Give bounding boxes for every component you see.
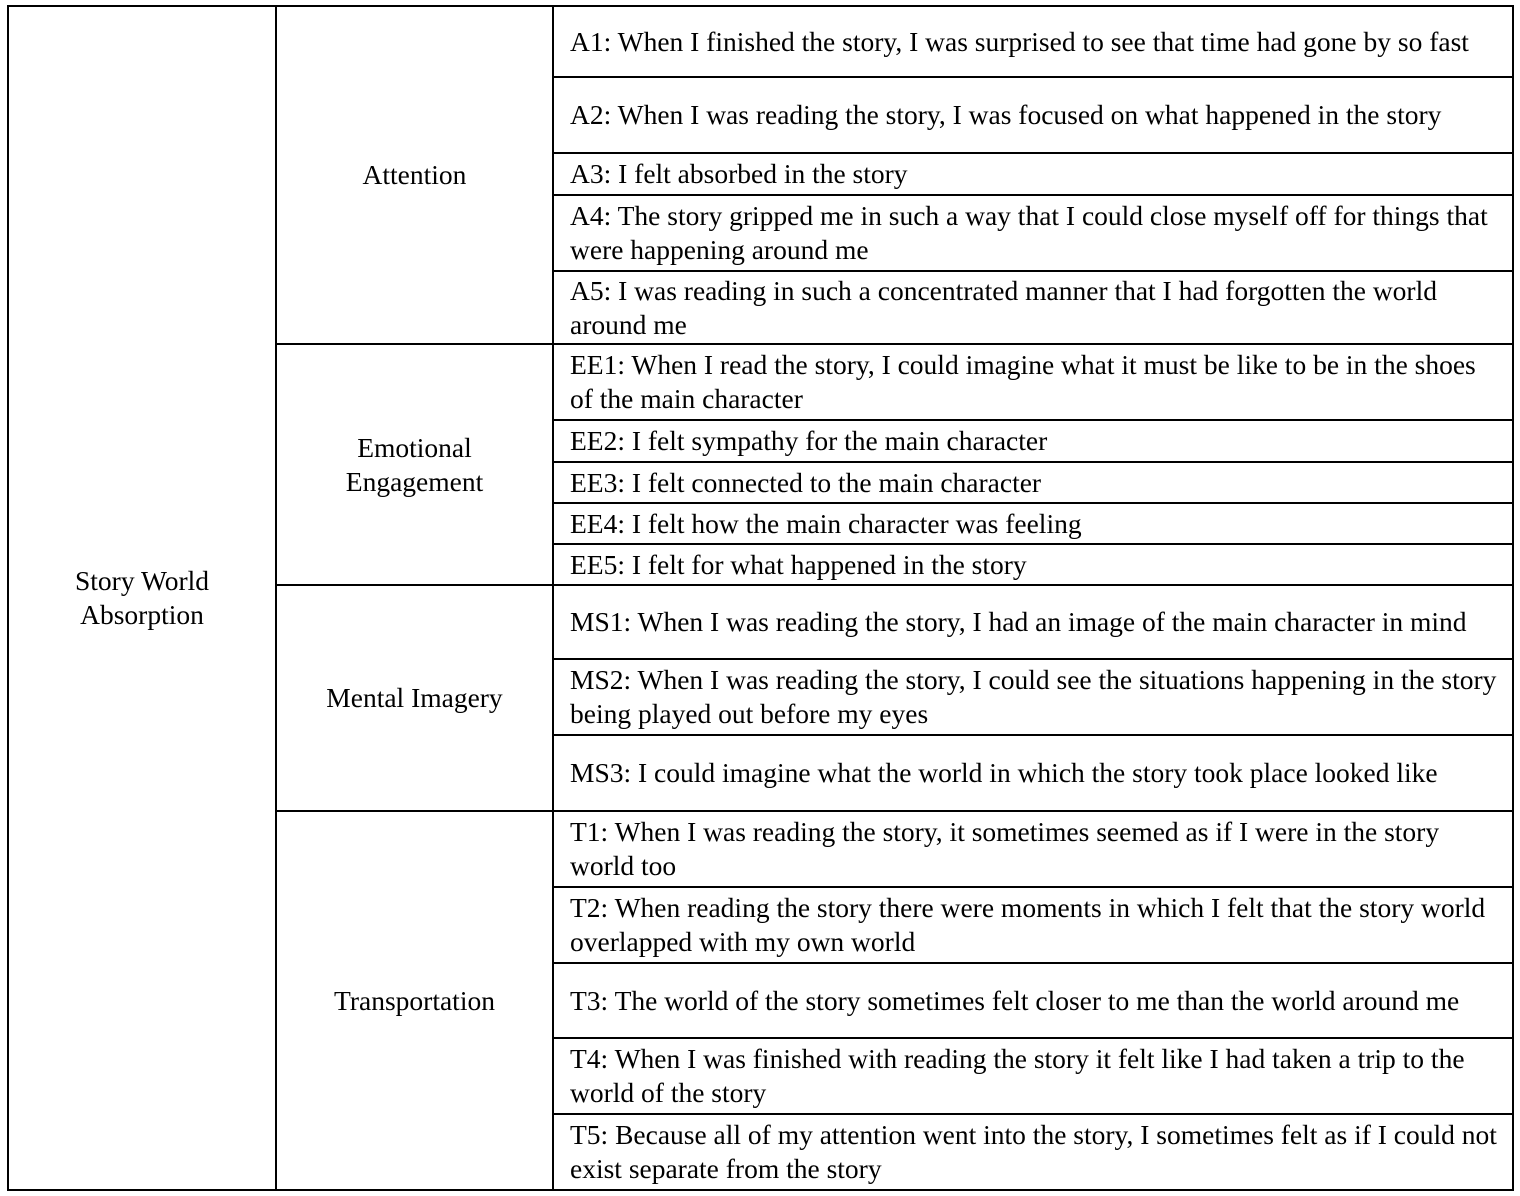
construct-cell <box>8 6 276 1190</box>
item-t5: T5: Because all of my attention went into the story, I sometimes felt as if I could not exist separate from the story <box>553 1114 1513 1190</box>
item-ee1: EE1: When I read the story, I could imagine what it must be like to be in the shoes of the main character <box>553 344 1513 420</box>
absorption-scale-table <box>7 5 1514 1191</box>
item-ee3: EE3: I felt connected to the main character <box>553 462 1513 503</box>
dimension-attention <box>276 6 553 344</box>
construct-label-line-2: Absorption <box>80 599 204 630</box>
dimension-emotional-engagement <box>276 344 553 585</box>
item-t4: T4: When I was finished with reading the story it felt like I had taken a trip to the world of the story <box>553 1038 1513 1114</box>
dimension-label: Emotional <box>357 431 472 463</box>
item-ee5: EE5: I felt for what happened in the story <box>553 544 1513 585</box>
item-a5: A5: I was reading in such a concentrated manner that I had forgotten the world around me <box>553 271 1513 344</box>
table-row <box>8 6 1513 77</box>
dimension-label: Attention <box>362 159 467 190</box>
absorption-scale-sheet <box>7 5 1512 1189</box>
item-ee4: EE4: I felt how the main character was feeling <box>553 503 1513 544</box>
dimension-label: Mental Imagery <box>326 682 503 713</box>
item-a1: A1: When I finished the story, I was surprised to see that time had gone by so fast <box>553 6 1513 77</box>
dimension-mental-imagery <box>276 585 553 811</box>
item-ms1: MS1: When I was reading the story, I had an image of the main character in mind <box>553 585 1513 659</box>
item-a4: A4: The story gripped me in such a way that I could close myself off for things that were happening around me <box>553 195 1513 271</box>
item-ms2: MS2: When I was reading the story, I could see the situations happening in the story being played out before my eyes <box>553 659 1513 735</box>
item-a2: A2: When I was reading the story, I was focused on what happened in the story <box>553 77 1513 153</box>
item-t3: T3: The world of the story sometimes felt closer to me than the world around me <box>553 963 1513 1038</box>
item-t2: T2: When reading the story there were moments in which I felt that the story world overlapped with my own world <box>553 887 1513 963</box>
item-a3: A3: I felt absorbed in the story <box>553 153 1513 195</box>
dimension-label-line-2: Engagement <box>345 465 484 497</box>
dimension-label: Transportation <box>334 984 495 1016</box>
construct-label-line-1: Story World <box>74 565 210 596</box>
item-t1: T1: When I was reading the story, it sometimes seemed as if I were in the story world too <box>553 811 1513 887</box>
dimension-transportation <box>276 811 553 1190</box>
item-ms3: MS3: I could imagine what the world in which the story took place looked like <box>553 735 1513 811</box>
item-ee2: EE2: I felt sympathy for the main character <box>553 420 1513 462</box>
